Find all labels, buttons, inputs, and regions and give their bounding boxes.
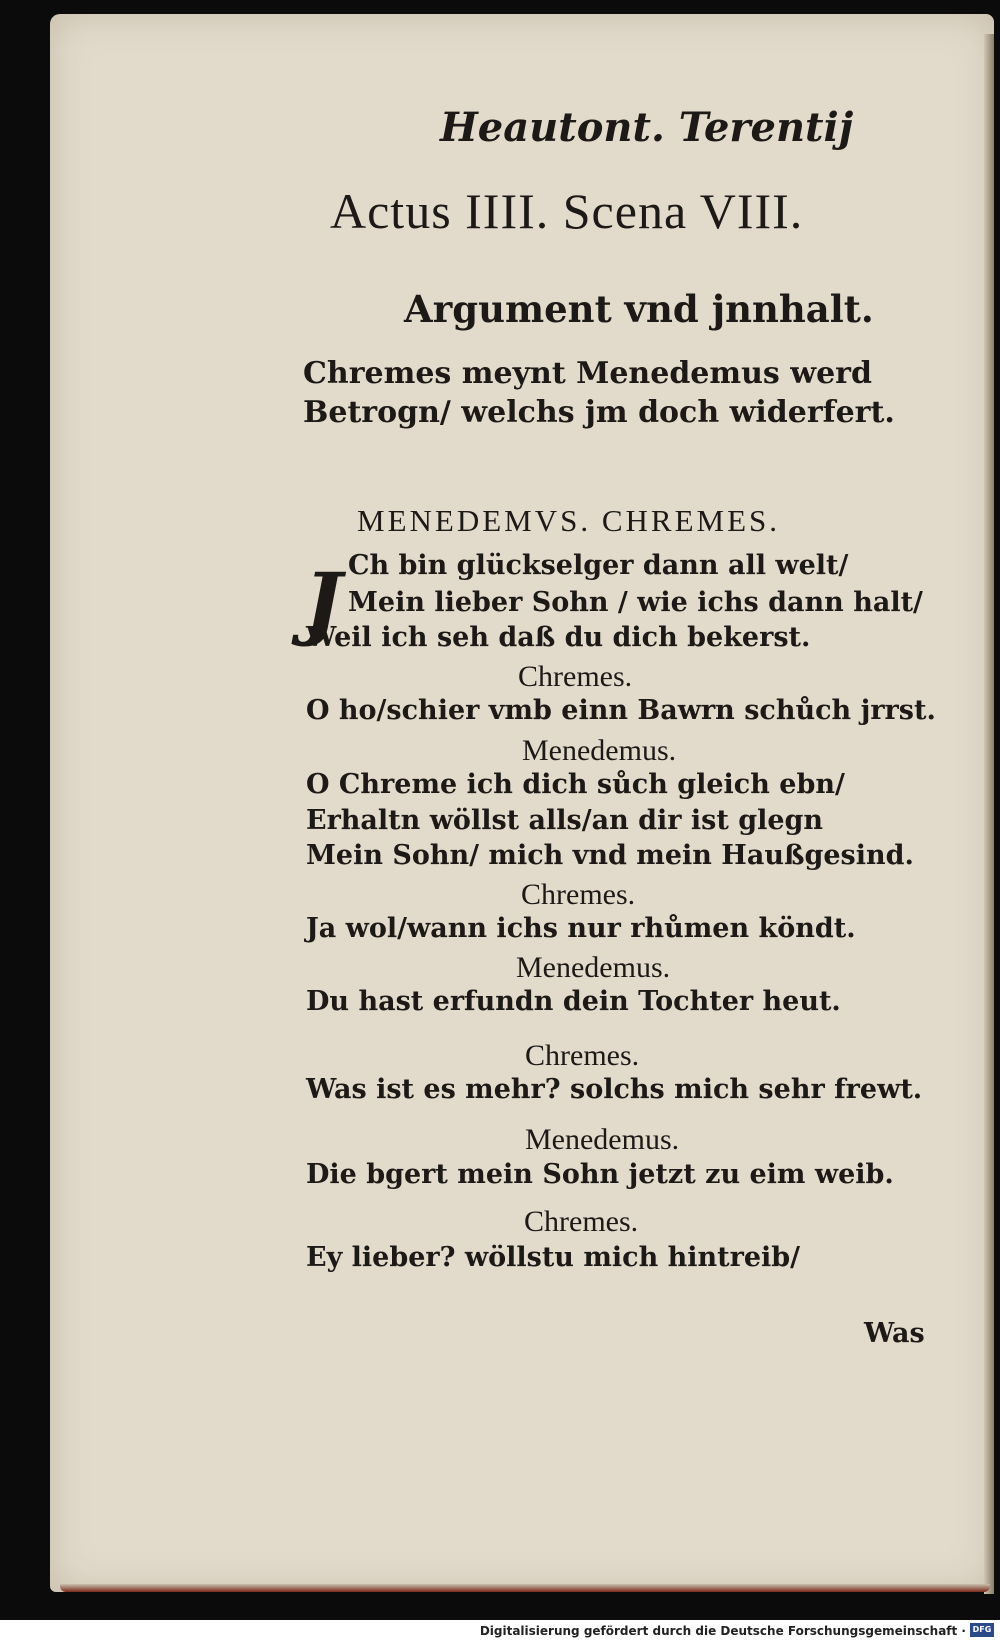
verse-line-1: Ch bin glückselger dann all welt/ (348, 550, 849, 581)
argument-title: Argument vnd jnnhalt. (404, 287, 874, 331)
speaker-label: Chremes. (518, 660, 633, 693)
verse-line-5: O Chreme ich dich sůch gleich ebn/ (306, 769, 845, 800)
speaker-label: Menedemus. (522, 734, 677, 767)
page-edge-right (984, 34, 994, 1594)
verse-line-3: Weil ich seh daß du dich bekerst. (306, 622, 811, 653)
speaker-label: Menedemus. (516, 951, 671, 984)
act-scene-title: Actus IIII. Scena VIII. (330, 183, 804, 239)
verse-line-10: Was ist es mehr? solchs mich sehr frewt. (306, 1074, 923, 1105)
funding-credit: Digitalisierung gefördert durch die Deutsche Forschungsgemeinschaft · (479, 1624, 966, 1638)
speakers-heading: MENEDEMVS. CHREMES. (357, 503, 781, 538)
argument-line-2: Betrogn/ welchs jm doch widerfert. (303, 395, 895, 430)
speaker-label: Menedemus. (525, 1123, 680, 1156)
running-head: Heautont. Terentij (440, 104, 854, 151)
verse-line-11: Die bgert mein Sohn jetzt zu eim weib. (306, 1159, 894, 1190)
verse-line-6: Erhaltn wöllst alls/an dir ist glegn (306, 805, 824, 836)
argument-line-1: Chremes meynt Menedemus werd (303, 356, 872, 391)
catchword: Was (864, 1318, 925, 1349)
drop-cap-initial: J (304, 555, 342, 649)
speaker-label: Chremes. (521, 878, 636, 911)
verse-line-2: Mein lieber Sohn / wie ichs dann halt/ (348, 587, 923, 618)
verse-line-7: Mein Sohn/ mich vnd mein Haußgesind. (306, 840, 914, 871)
verse-line-12: Ey lieber? wöllstu mich hintreib/ (306, 1242, 801, 1273)
speaker-label: Chremes. (525, 1039, 640, 1072)
dfg-logo: DFG (970, 1623, 994, 1637)
speaker-label: Chremes. (524, 1205, 639, 1238)
book-page (50, 14, 994, 1592)
verse-line-9: Du hast erfundn dein Tochter heut. (306, 986, 841, 1017)
verse-line-8: Ja wol/wann ichs nur rhůmen köndt. (306, 913, 856, 944)
page-edge-bottom (60, 1584, 990, 1592)
verse-line-4: O ho/schier vmb einn Bawrn schůch jrrst. (306, 695, 936, 726)
